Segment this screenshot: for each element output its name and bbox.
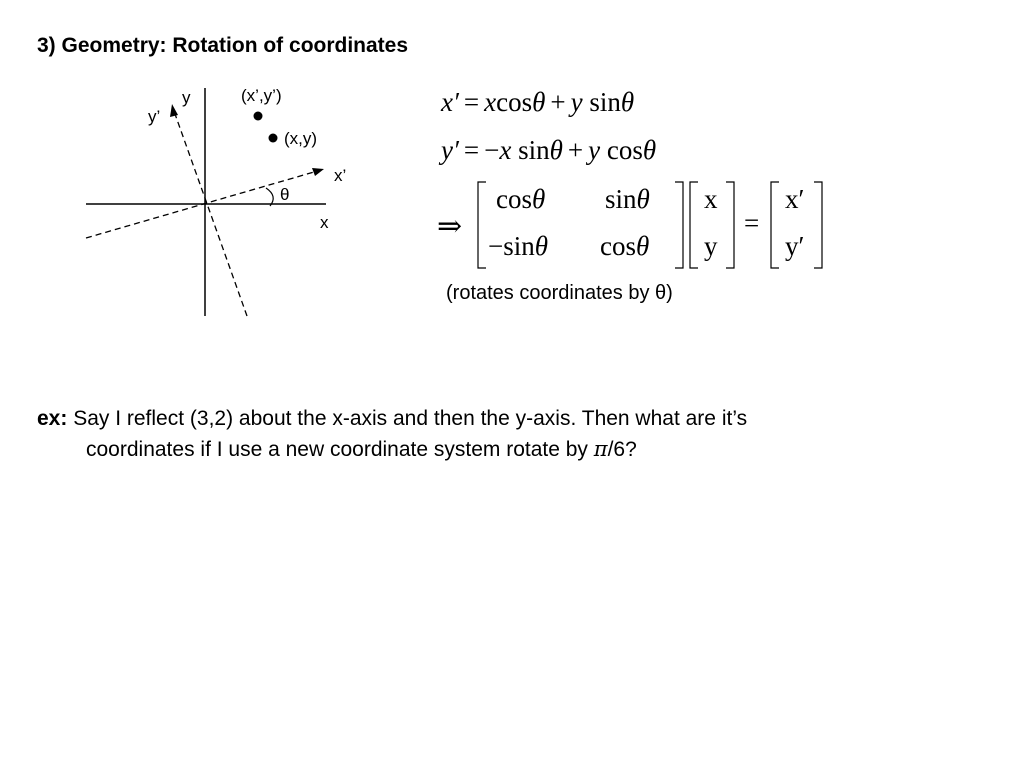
- matrix-m22: cosθ: [600, 231, 650, 261]
- slide-title: 3) Geometry: Rotation of coordinates: [37, 34, 409, 57]
- eq1-term1: x: [484, 87, 497, 117]
- eq2-func1: sin: [518, 135, 550, 165]
- example-label: ex:: [37, 407, 68, 430]
- eq1-equals: =: [463, 87, 480, 117]
- eq2-arg1: θ: [549, 135, 563, 165]
- eq1-func1: cos: [496, 87, 533, 117]
- eq2-term1: x: [499, 135, 512, 165]
- example-line-2: [37, 434, 937, 465]
- rotation-caption: (rotates coordinates by θ): [446, 282, 673, 304]
- y-prime-label: y’: [148, 107, 161, 126]
- pi-symbol: π: [593, 437, 608, 461]
- point-rotated-label: (x’,y’): [241, 86, 282, 105]
- vector-y: y: [704, 231, 718, 261]
- eq2-plus: +: [567, 135, 584, 165]
- eq2-func2: cos: [606, 135, 643, 165]
- matrix-m11: cosθ: [496, 184, 546, 214]
- result-y-prime: y′: [785, 231, 805, 261]
- result-x-prime: x′: [785, 184, 805, 214]
- eq2-lhs: y′: [441, 135, 459, 165]
- eq1-term2: y: [570, 87, 583, 117]
- eq2-term2: y: [588, 135, 601, 165]
- matrix-m21: −sinθ: [488, 231, 549, 261]
- matrix-equals: =: [744, 208, 760, 238]
- example-problem: [37, 403, 937, 465]
- matrix-m12: sinθ: [605, 184, 650, 214]
- eq1-func2: sin: [589, 87, 621, 117]
- theta-label: θ: [280, 185, 290, 204]
- example-line-2-end: /6?: [607, 438, 637, 461]
- eq1-lhs: x′: [441, 87, 459, 117]
- point-original-label: (x,y): [284, 129, 318, 148]
- vector-x: x: [704, 184, 718, 214]
- x-axis-label: x: [320, 213, 329, 232]
- y-axis-label: y: [182, 88, 191, 107]
- implies-arrow: ⇒: [437, 210, 463, 243]
- eq1-plus: +: [550, 87, 566, 117]
- example-line-1: Say I reflect (3,2) about the x-axis and then the y-axis. Then what are it’s: [67, 407, 748, 430]
- x-prime-label: x’: [334, 166, 347, 185]
- eq2-equals: =: [463, 135, 480, 165]
- example-line-2-text: coordinates if I use a new coordinate system rotate by: [86, 438, 594, 461]
- eq1-arg2: θ: [620, 87, 635, 117]
- eq2-arg2: θ: [642, 135, 657, 165]
- eq1-arg1: θ: [532, 87, 546, 117]
- eq2-minus: −: [484, 135, 500, 165]
